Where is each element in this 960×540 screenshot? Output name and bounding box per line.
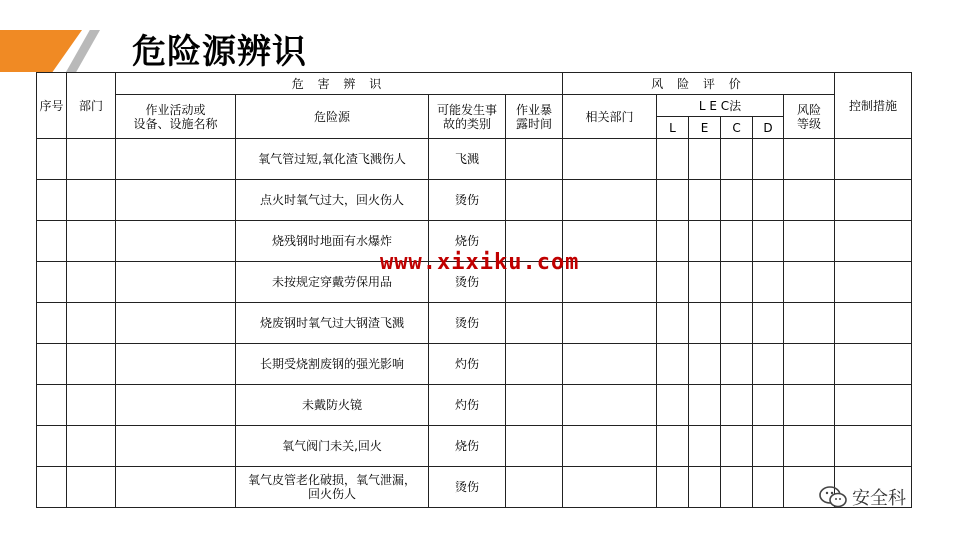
cell-empty (721, 262, 753, 303)
cell-empty (116, 467, 236, 508)
cell-empty (506, 303, 563, 344)
cell-empty (721, 344, 753, 385)
cell-empty (784, 180, 835, 221)
wechat-badge (818, 484, 906, 510)
table-row (37, 344, 912, 385)
cell-empty (835, 180, 912, 221)
header-exposure: 作业暴 露时间 (506, 95, 563, 139)
cell-empty (563, 426, 657, 467)
cell-empty (784, 385, 835, 426)
cell-empty (784, 344, 835, 385)
header-group-risk: 风 险 评 价 (563, 73, 835, 95)
cell-empty (563, 385, 657, 426)
cell-empty (116, 385, 236, 426)
cell-empty (784, 262, 835, 303)
cell-empty (37, 180, 67, 221)
cell-empty (37, 221, 67, 262)
cell-accident-category: 烫伤 (429, 467, 506, 508)
header-source: 危险源 (236, 95, 429, 139)
cell-empty (67, 467, 116, 508)
cell-empty (657, 344, 689, 385)
table-row (37, 385, 912, 426)
cell-empty (116, 262, 236, 303)
header-d: D (753, 117, 784, 139)
cell-empty (689, 385, 721, 426)
cell-hazard-source: 长期受烧割废钢的强光影响 (236, 344, 429, 385)
cell-empty (37, 426, 67, 467)
cell-empty (563, 303, 657, 344)
cell-empty (37, 385, 67, 426)
cell-hazard-source: 点火时氧气过大，回火伤人 (236, 180, 429, 221)
cell-empty (67, 262, 116, 303)
cell-empty (689, 344, 721, 385)
cell-accident-category: 烫伤 (429, 180, 506, 221)
cell-empty (721, 385, 753, 426)
cell-empty (657, 467, 689, 508)
header-lec: L E C法 (657, 95, 784, 117)
header-level: 风险 等级 (784, 95, 835, 139)
cell-empty (657, 139, 689, 180)
cell-empty (657, 262, 689, 303)
cell-empty (753, 344, 784, 385)
cell-empty (835, 262, 912, 303)
cell-empty (37, 303, 67, 344)
header-index: 序号 (37, 73, 67, 139)
header-group-hazard: 危 害 辨 识 (116, 73, 563, 95)
table-row (37, 303, 912, 344)
cell-empty (784, 139, 835, 180)
cell-empty (835, 426, 912, 467)
header-e: E (689, 117, 721, 139)
cell-empty (67, 344, 116, 385)
cell-empty (506, 139, 563, 180)
cell-empty (506, 385, 563, 426)
header-control: 控制措施 (835, 73, 912, 139)
badge-label: 安全科 (852, 488, 906, 509)
cell-empty (753, 303, 784, 344)
header-l: L (657, 117, 689, 139)
cell-empty (67, 139, 116, 180)
cell-empty (689, 303, 721, 344)
header-activity: 作业活动或 设备、设施名称 (116, 95, 236, 139)
cell-empty (753, 262, 784, 303)
cell-empty (753, 467, 784, 508)
watermark-text: www.xixiku.com (380, 250, 580, 275)
cell-empty (67, 303, 116, 344)
cell-hazard-source: 烧废钢时氧气过大钢渣飞溅 (236, 303, 429, 344)
header-related-dept: 相关部门 (563, 95, 657, 139)
header-c: C (721, 117, 753, 139)
table-row (37, 180, 912, 221)
cell-empty (689, 426, 721, 467)
cell-accident-category: 烫伤 (429, 303, 506, 344)
cell-empty (689, 467, 721, 508)
cell-empty (563, 344, 657, 385)
cell-empty (506, 344, 563, 385)
cell-empty (37, 344, 67, 385)
cell-empty (721, 221, 753, 262)
cell-accident-category: 烧伤 (429, 426, 506, 467)
cell-empty (37, 139, 67, 180)
cell-accident-category: 灼伤 (429, 385, 506, 426)
cell-hazard-source: 烧残钢时地面有水爆炸 (236, 221, 429, 262)
cell-empty (67, 221, 116, 262)
cell-empty (835, 221, 912, 262)
cell-empty (784, 303, 835, 344)
table-body (37, 139, 912, 508)
cell-accident-category: 烧伤 (429, 221, 506, 262)
cell-empty (753, 426, 784, 467)
cell-empty (689, 262, 721, 303)
cell-empty (67, 426, 116, 467)
cell-empty (657, 385, 689, 426)
cell-empty (721, 426, 753, 467)
table-row (37, 467, 912, 508)
table-row (37, 139, 912, 180)
cell-empty (835, 385, 912, 426)
cell-empty (784, 426, 835, 467)
cell-empty (116, 180, 236, 221)
cell-empty (37, 262, 67, 303)
cell-empty (506, 426, 563, 467)
cell-empty (116, 303, 236, 344)
cell-empty (689, 139, 721, 180)
cell-empty (689, 180, 721, 221)
header-category: 可能发生事 故的类别 (429, 95, 506, 139)
cell-empty (116, 221, 236, 262)
cell-empty (116, 426, 236, 467)
cell-empty (116, 344, 236, 385)
cell-hazard-source: 未戴防火镜 (236, 385, 429, 426)
cell-empty (721, 180, 753, 221)
cell-empty (563, 180, 657, 221)
cell-empty (753, 221, 784, 262)
cell-empty (506, 467, 563, 508)
page-title: 危险源辨识 (132, 32, 307, 72)
cell-empty (67, 180, 116, 221)
cell-accident-category: 灼伤 (429, 344, 506, 385)
cell-empty (753, 139, 784, 180)
cell-empty (116, 139, 236, 180)
cell-hazard-source: 氧气皮管老化破损，氧气泄漏， 回火伤人 (236, 467, 429, 508)
cell-empty (721, 467, 753, 508)
cell-empty (753, 385, 784, 426)
cell-empty (657, 426, 689, 467)
cell-empty (721, 303, 753, 344)
cell-empty (753, 180, 784, 221)
cell-hazard-source: 氧气阀门未关,回火 (236, 426, 429, 467)
cell-empty (835, 303, 912, 344)
cell-accident-category: 飞溅 (429, 139, 506, 180)
hazard-identification-table (36, 72, 912, 508)
cell-empty (37, 467, 67, 508)
cell-empty (657, 180, 689, 221)
cell-accident-category: 烫伤 (429, 262, 506, 303)
cell-hazard-source: 未按规定穿戴劳保用品 (236, 262, 429, 303)
cell-empty (563, 139, 657, 180)
cell-empty (506, 180, 563, 221)
cell-hazard-source: 氧气管过短,氧化渣飞溅伤人 (236, 139, 429, 180)
cell-empty (657, 221, 689, 262)
cell-empty (657, 303, 689, 344)
wechat-icon (818, 485, 848, 509)
cell-empty (67, 385, 116, 426)
header-dept: 部门 (67, 73, 116, 139)
cell-empty (689, 221, 721, 262)
cell-empty (784, 221, 835, 262)
table-row (37, 426, 912, 467)
cell-empty (835, 344, 912, 385)
cell-empty (721, 139, 753, 180)
cell-empty (563, 467, 657, 508)
cell-empty (835, 139, 912, 180)
